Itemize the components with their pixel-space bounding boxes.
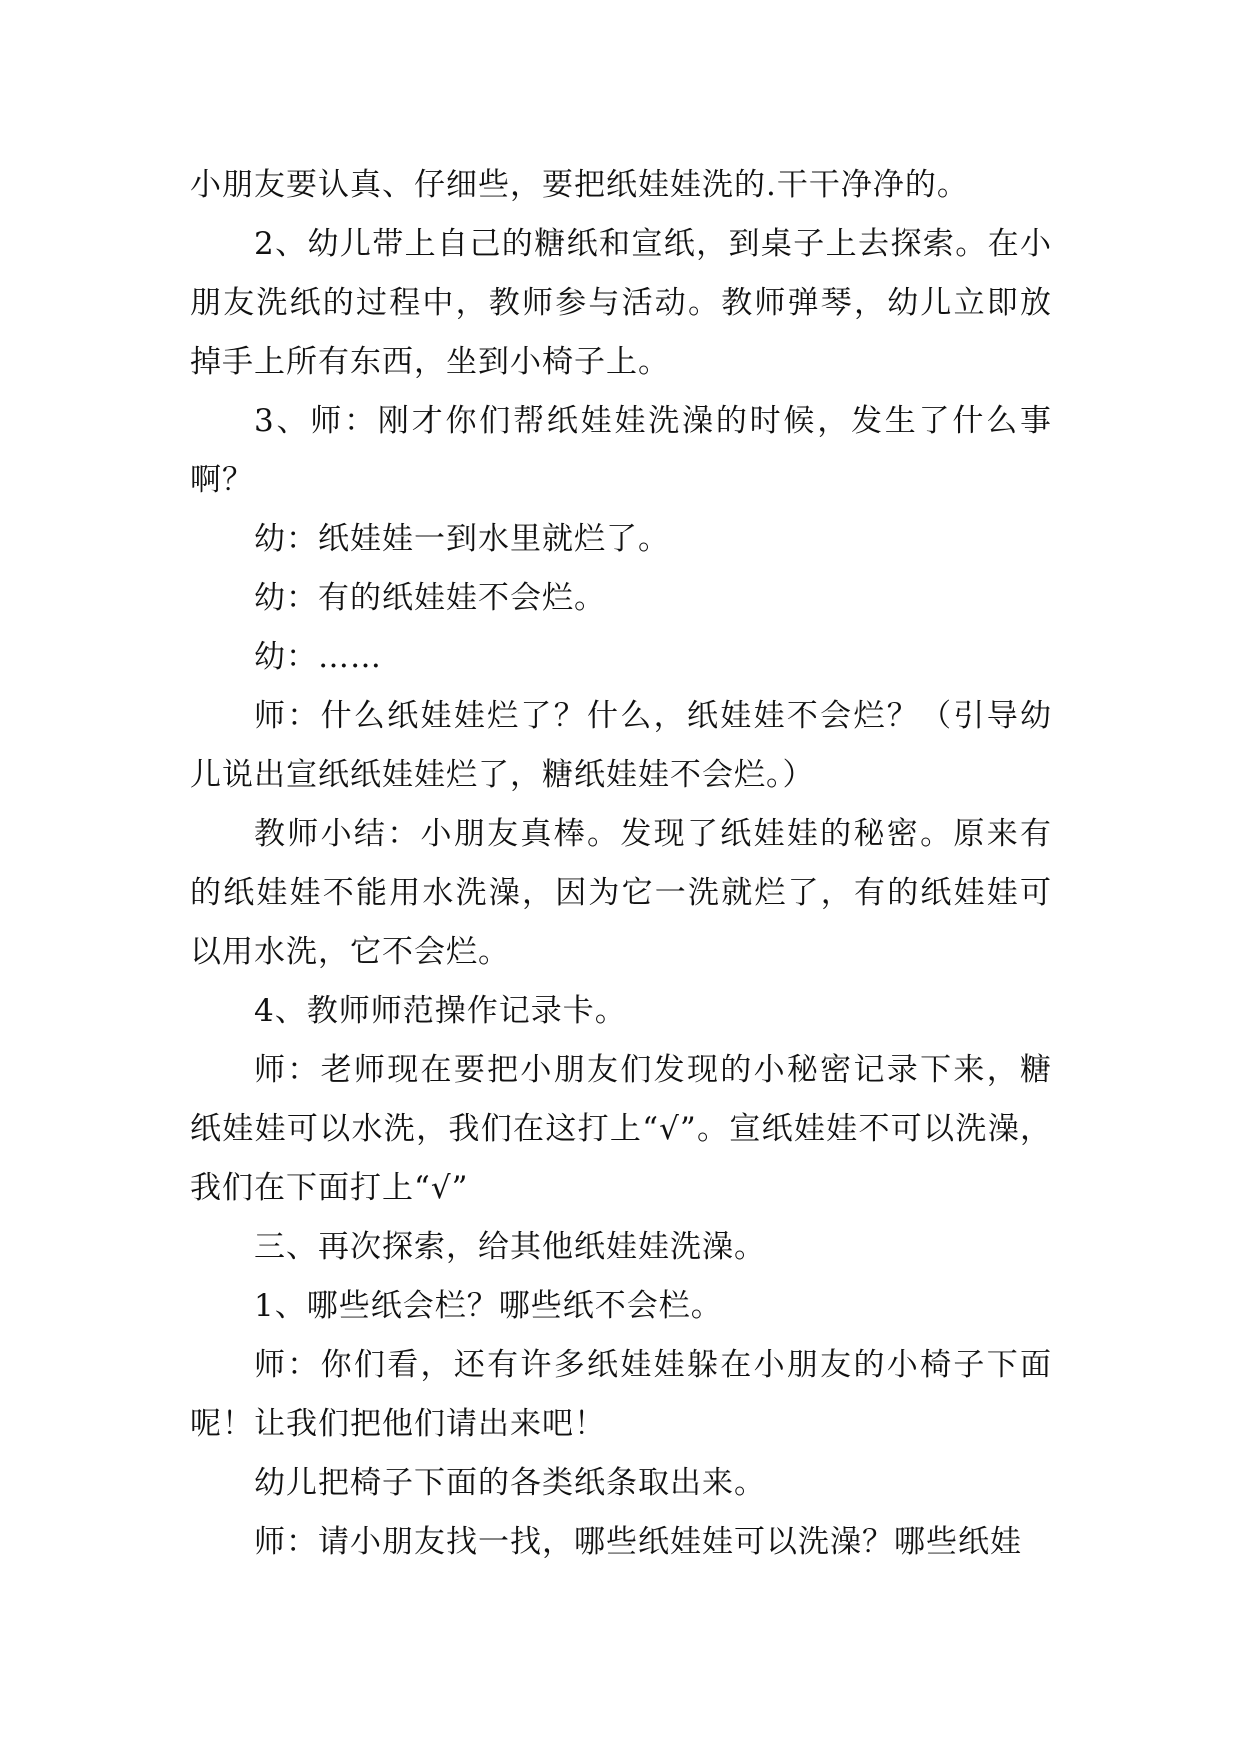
paragraph-10: 师：老师现在要把小朋友们发现的小秘密记录下来，糖纸娃娃可以水洗，我们在这打上“√”。宣纸娃娃不可以洗澡，我们在下面打上“√”: [190, 1052, 1052, 1206]
paragraph-6: 幼：……: [254, 639, 382, 675]
paragraph-12: 1、哪些纸会栏？哪些纸不会栏。: [254, 1288, 723, 1324]
paragraph-13: 师：你们看，还有许多纸娃娃躲在小朋友的小椅子下面呢！让我们把他们请出来吧！: [190, 1347, 1052, 1442]
paragraph-2: 2、幼儿带上自己的糖纸和宣纸，到桌子上去探索。在小朋友洗纸的过程中，教师参与活动。教师弹琴，幼儿立即放掉手上所有东西，坐到小椅子上。: [190, 226, 1052, 380]
paragraph-4: 幼：纸娃娃一到水里就烂了。: [254, 521, 670, 557]
paragraph-7: 师：什么纸娃娃烂了？什么，纸娃娃不会烂？（引导幼儿说出宣纸纸娃娃烂了，糖纸娃娃不会烂。）: [190, 698, 1052, 793]
paragraph-8: 教师小结：小朋友真棒。发现了纸娃娃的秘密。原来有的纸娃娃不能用水洗澡，因为它一洗就烂了，有的纸娃娃可以用水洗，它不会烂。: [190, 816, 1052, 970]
paragraph-15: 师：请小朋友找一找，哪些纸娃娃可以洗澡？哪些纸娃: [254, 1524, 1022, 1560]
document-body: [190, 156, 1052, 1572]
paragraph-14: 幼儿把椅子下面的各类纸条取出来。: [254, 1465, 766, 1501]
paragraph-1: 小朋友要认真、仔细些，要把纸娃娃洗的.干干净净的。: [190, 167, 969, 203]
paragraph-5: 幼：有的纸娃娃不会烂。: [254, 580, 606, 616]
paragraph-11: 三、再次探索，给其他纸娃娃洗澡。: [254, 1229, 766, 1265]
paragraph-3: 3、师：刚才你们帮纸娃娃洗澡的时候，发生了什么事啊？: [190, 403, 1052, 498]
paragraph-9: 4、教师师范操作记录卡。: [254, 993, 627, 1029]
